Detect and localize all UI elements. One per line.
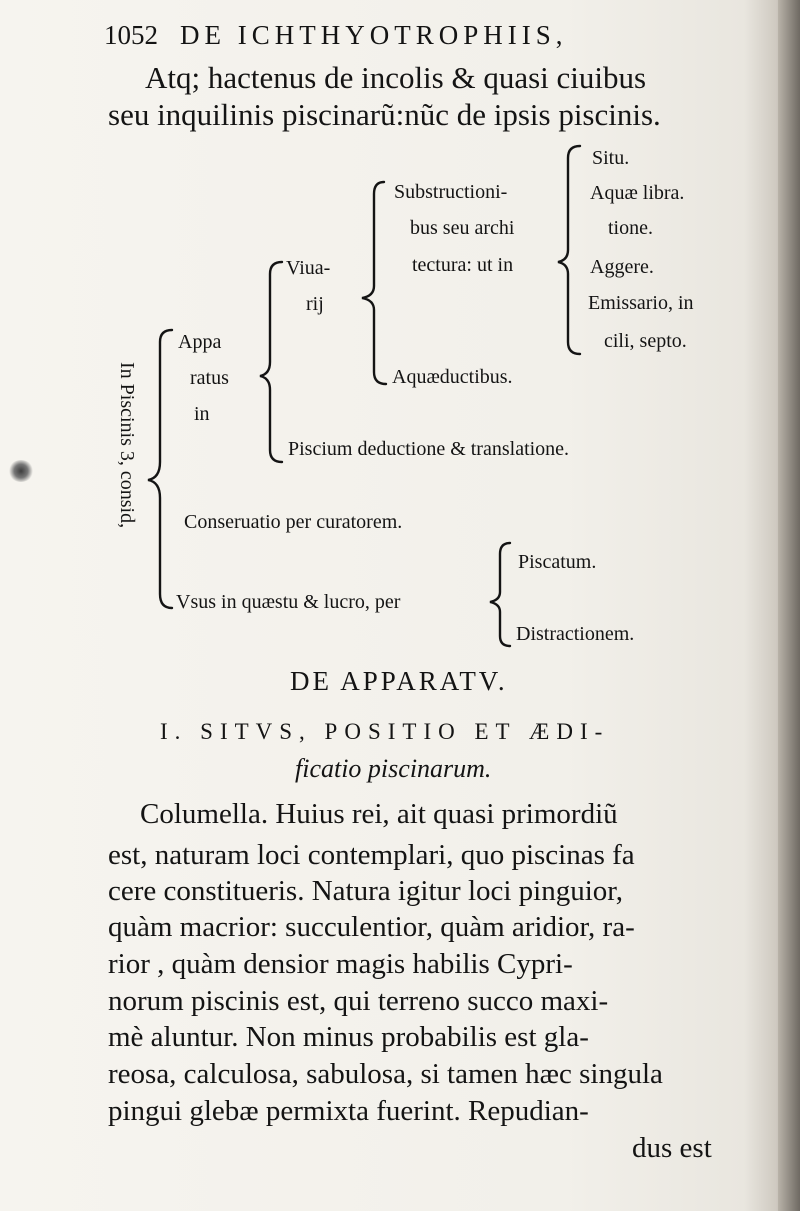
apparatus-label-1: Appa — [178, 331, 222, 353]
body-line-9: pingui glebæ permixta fuerint. Repudian- — [108, 1095, 589, 1127]
usus-item-piscatum: Piscatum. — [518, 551, 597, 573]
apparatus-label-3: in — [194, 403, 210, 425]
running-title: DE ICHTHYOTROPHIIS, — [180, 20, 568, 50]
arch-item-tione: tione. — [608, 217, 653, 239]
section-heading: DE APPARATV. — [290, 666, 508, 696]
root-brace — [148, 330, 172, 608]
viuarij-label-1: Viua- — [286, 257, 331, 279]
apparatus-brace — [260, 262, 282, 462]
body-line-10: dus est — [632, 1132, 712, 1164]
body-line-8: reosa, calculosa, sabulosa, si tamen hæc singula — [108, 1058, 663, 1090]
viuarij-brace — [362, 182, 386, 384]
apparatus-label-2: ratus — [190, 367, 229, 389]
body-line-2: est, naturam loci contemplari, quo piscinas fa — [108, 839, 635, 871]
arch-item-situ: Situ. — [592, 147, 630, 169]
body-line-7: mè aluntur. Non minus probabilis est gla- — [108, 1021, 589, 1053]
intro-line-2: seu inquilinis piscinarũ:nũc de ipsis piscinis. — [108, 97, 661, 132]
body-line-3: cere constitueris. Natura igitur loci pinguior, — [108, 875, 624, 907]
arch-item-aggere: Aggere. — [590, 256, 654, 278]
architecture-brace — [558, 146, 580, 354]
arch-item-aquae: Aquæ libra. — [590, 182, 685, 204]
root-label-text: In Piscinis 3, consid, — [116, 362, 138, 529]
arch-item-cili: cili, septo. — [604, 330, 687, 352]
page-number: 1052 — [104, 20, 158, 50]
conseruatio-label: Conseruatio per curatorem. — [184, 511, 403, 533]
aquaeductibus-label: Aquæductibus. — [392, 366, 513, 388]
body-line-6: norum piscinis est, qui terreno succo maxi- — [108, 985, 609, 1017]
substructio-label-1: Substructioni- — [394, 181, 508, 203]
body-line-5: rior , quàm densior magis habilis Cypri- — [108, 948, 573, 980]
arch-item-emissario: Emissario, in — [588, 292, 694, 314]
body-line-4: quàm macrior: succulentior, quàm aridior, ra- — [108, 911, 635, 943]
body-line-1: Columella. Huius rei, ait quasi primordiũ — [140, 798, 618, 830]
usus-brace — [490, 543, 510, 646]
substructio-label-2: bus seu archi — [410, 217, 515, 239]
piscium-label: Piscium deductione & translatione. — [288, 438, 570, 460]
substructio-label-3: tectura: ut in — [412, 254, 514, 276]
usus-label: Vsus in quæstu & lucro, per — [176, 591, 401, 613]
intro-line-1: Atq; hactenus de incolis & quasi ciuibus — [145, 60, 647, 95]
usus-item-distractionem: Distractionem. — [516, 623, 635, 645]
subsection-title-line-1: I. SITVS, POSITIO ET ÆDI- — [160, 719, 610, 744]
viuarij-label-2: rij — [306, 293, 324, 315]
subsection-title-line-2: ficatio piscinarum. — [295, 754, 492, 783]
